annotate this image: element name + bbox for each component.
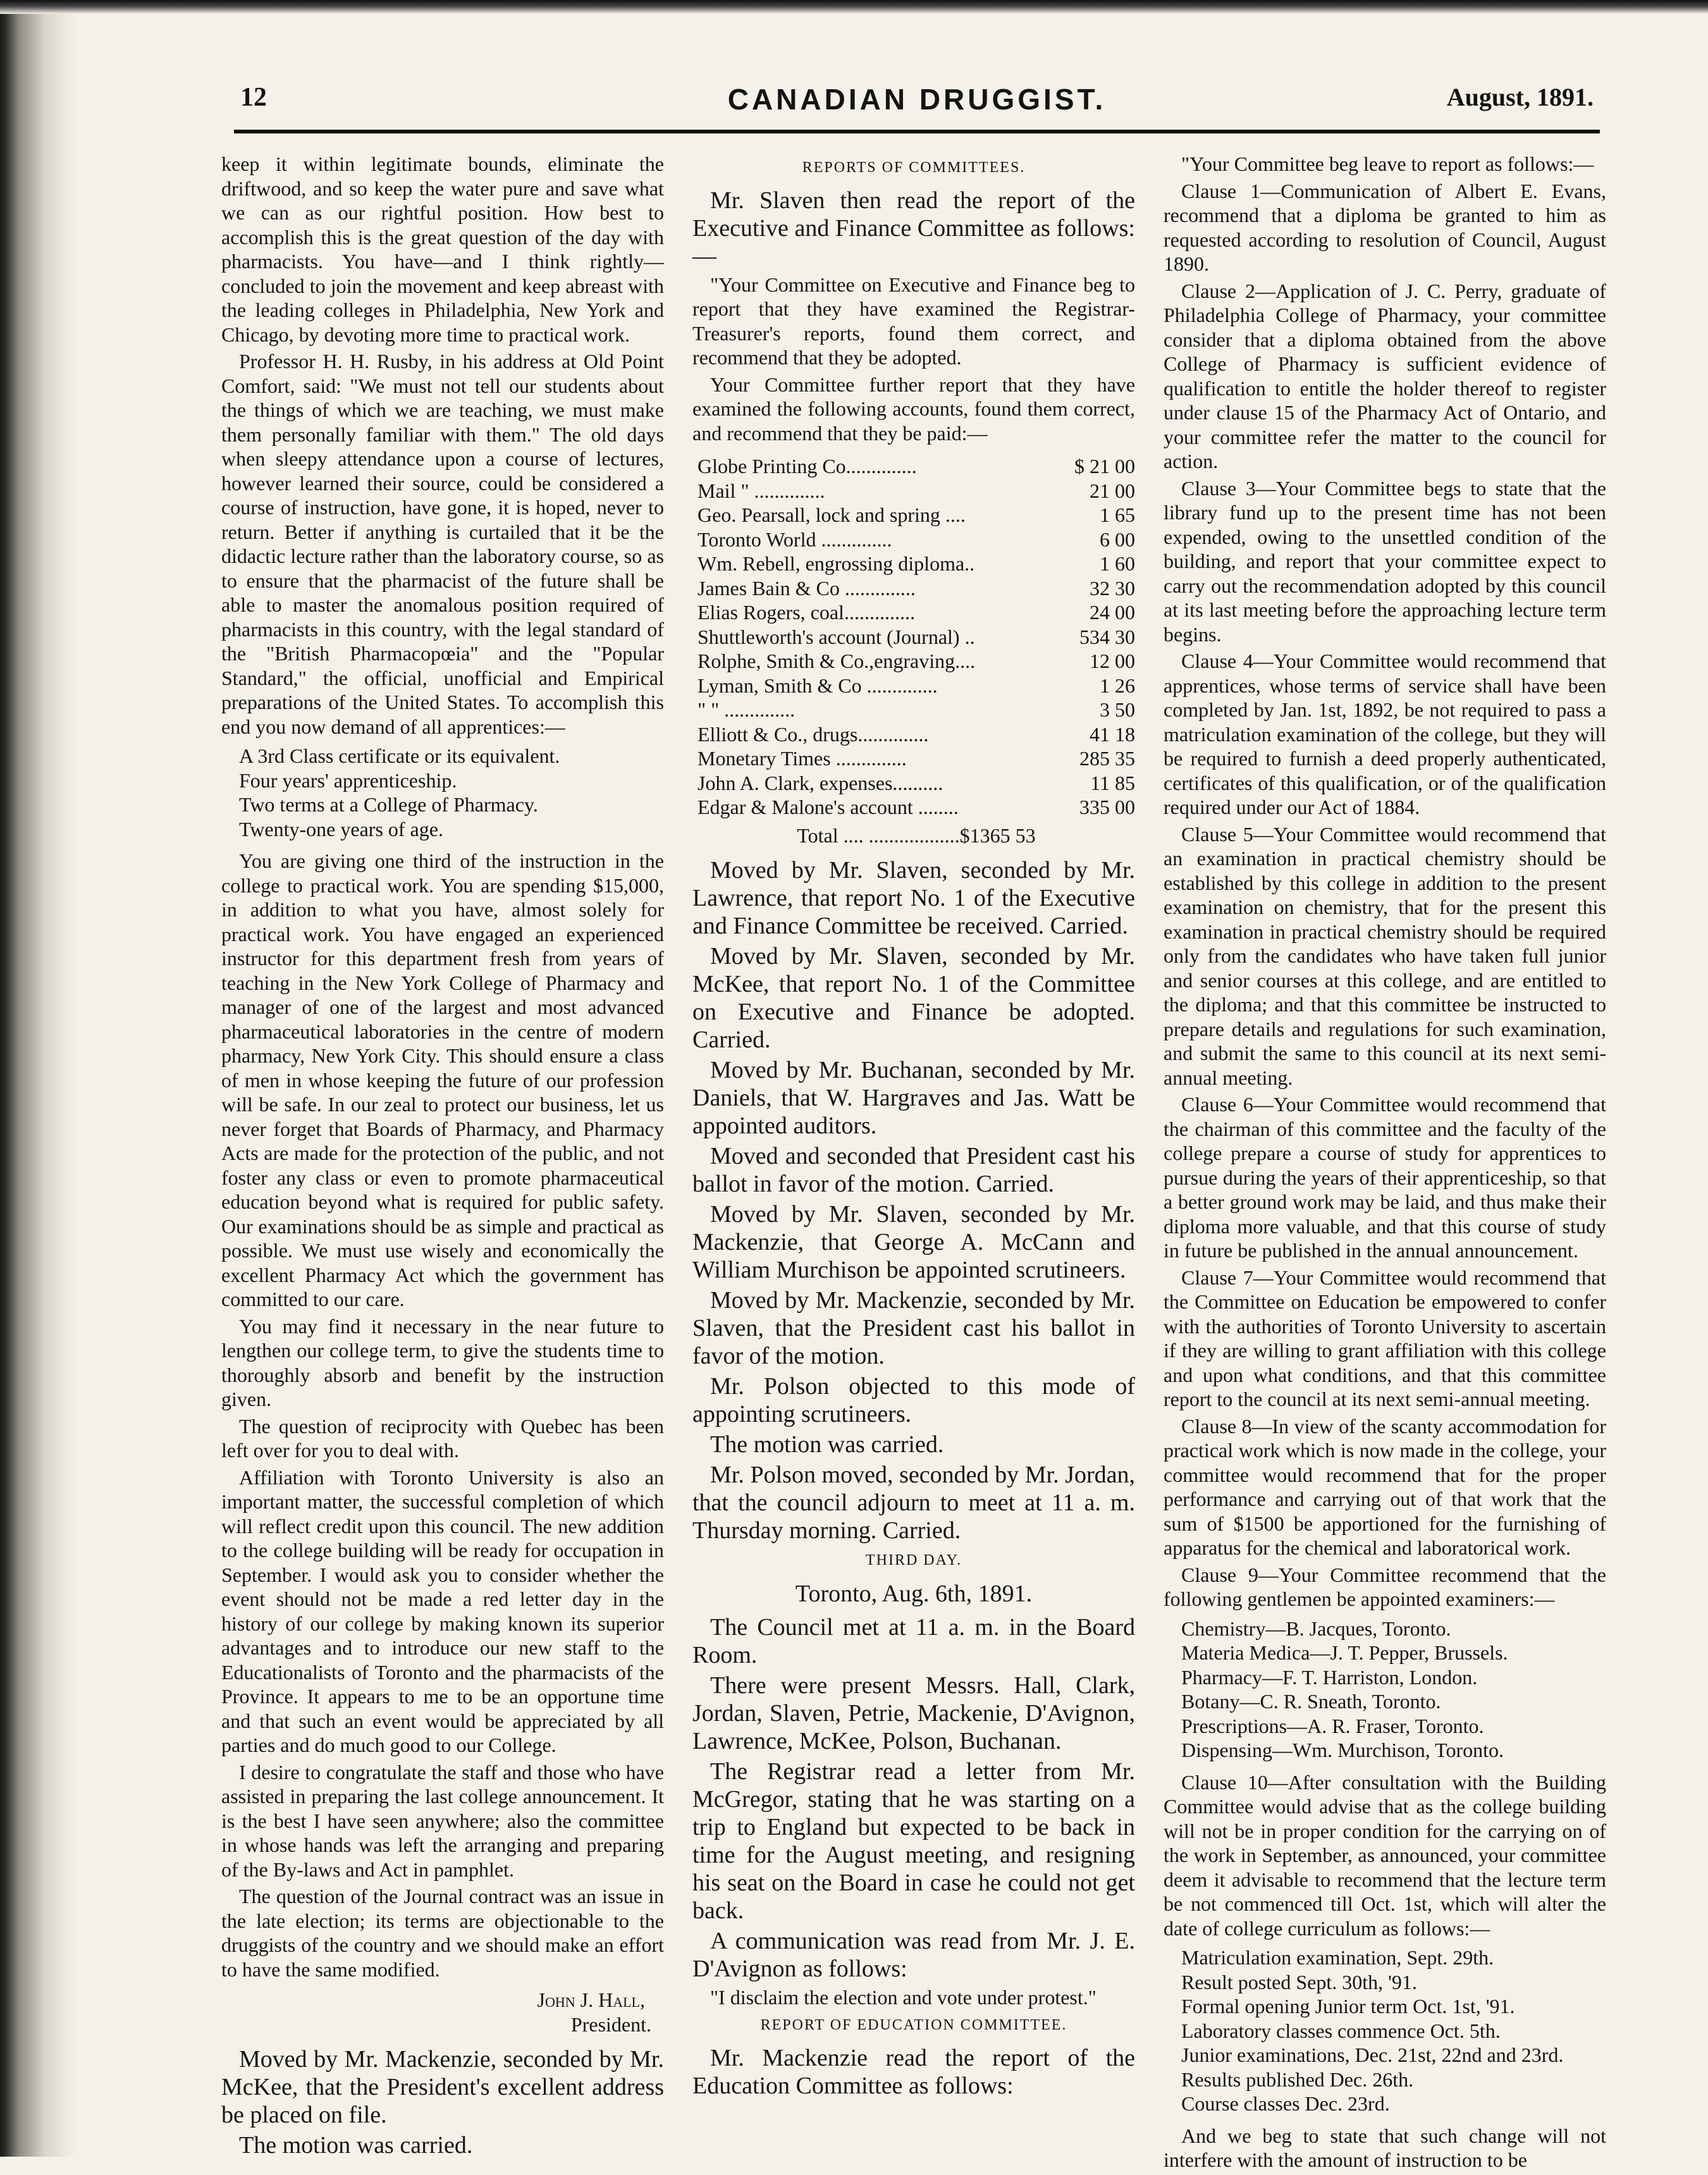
list-item: Botany—C. R. Sneath, Toronto. <box>1181 1690 1441 1713</box>
list-item: Laboratory classes commence Oct. 5th. <box>1181 2019 1501 2042</box>
paragraph: There were present Messrs. Hall, Clark, Jordan, Slaven, Petrie, Mackenie, D'Avignon, Lawrence, McKee, Polson, Buchanan. <box>692 1672 1135 1754</box>
account-item: Wm. Rebell, engrossing diploma.. <box>697 552 975 575</box>
table-row <box>697 576 1135 601</box>
column-3 <box>1164 152 1606 2175</box>
account-item: Globe Printing Co.............. <box>697 455 917 478</box>
list-item: Chemistry—B. Jacques, Toronto. <box>1181 1617 1451 1640</box>
paragraph: Mr. Polson moved, seconded by Mr. Jordan, that the council adjourn to meet at 11 a. m. Thursday morning. Carried. <box>692 1462 1135 1544</box>
paragraph: Clause 4—Your Committee would recommend that apprentices, whose terms of service shall have been completed by Jan. 1st, 1892, be not required to pass a matriculation examination of the college, but they will be required to furnish a deed properly authenticated, certificates of this qualification, or of the qualification required under our Act of 1884. <box>1164 650 1606 818</box>
account-amount: 11 85 <box>1090 771 1135 794</box>
paragraph: Moved by Mr. Mackenzie, seconded by Mr. McKee, that the President's excellent address be placed on file. <box>221 2046 664 2128</box>
list-item: Matriculation examination, Sept. 29th. <box>1181 1946 1494 1969</box>
paragraph: And we beg to state that such change will not interfere with the amount of instruction to be <box>1164 2124 1606 2171</box>
paragraph: Professor H. H. Rusby, in his address at Old Point Comfort, said: "We must not tell our students about the things of which we are teaching, we must make them personally familiar with them." The old days when sleepy attendance upon a course of lectures, however learned their source, could be considered a course of instruction, have gone, it is hoped, never to return. Better if anything is curtailed that it be the didactic lecture rather than the laboratory course, so as to ensure that the pharmacist of the future shall be able to master the anomalous position required of pharmacists in this country, with the legal standard of the "British Pharmacopœia" and the "Popular Standard," the official, unofficial and Empirical preparations of the United States. To accomplish this end you now demand of all apprentices:— <box>221 350 664 738</box>
list-item: Pharmacy—F. T. Harriston, London. <box>1181 1665 1478 1689</box>
paragraph: "Your Committee on Executive and Finance beg to report that they have examined the Registrar-Treasurer's reports, found them correct, and recommend that they be adopted. <box>692 273 1135 369</box>
section-heading: REPORTS OF COMMITTEES. <box>802 159 1026 176</box>
list-item: Course classes Dec. 23rd. <box>1181 2092 1390 2115</box>
paragraph: Affiliation with Toronto University is also an important matter, the successful completion of which will reflect credit upon this council. The new addition to the college building will be ready for occupation in September. I would ask you to consider whether the event should not be made a red letter day in the history of our college by making known its superior advantages and to introduce our new staff to the Educationalists of Toronto and the pharmacists of the Province. It appears to me to be an opportune time and that such an event would be appreciated by all parties and do much good to our College. <box>221 1465 664 1756</box>
column-1 <box>221 152 664 2162</box>
account-item: Toronto World .............. <box>697 527 892 551</box>
account-item: " " .............. <box>697 698 796 721</box>
paragraph: Clause 6—Your Committee would recommend that the chairman of this committee and the faculty of the college prepare a course of study for apprentices to pursue during the years of their apprenticeship, so that a better ground work may be laid, and thus make their diploma more valuable, and that this course of study in future be published in the annual announcement. <box>1164 1093 1606 1262</box>
paragraph: Clause 1—Communication of Albert E. Evans, recommend that a diploma be granted to him as requested according to resolution of Council, August 1890. <box>1164 179 1606 275</box>
signature-title: President. <box>570 2012 651 2036</box>
account-amount: 1 65 <box>1100 503 1135 526</box>
paragraph: Moved and seconded that President cast his ballot in favor of the motion. Carried. <box>692 1143 1135 1197</box>
paragraph: Moved by Mr. Mackenzie, seconded by Mr. Slaven, that the President cast his ballot in favor of the motion. <box>692 1287 1135 1369</box>
account-amount: 3 50 <box>1100 698 1135 721</box>
list-item: Junior examinations, Dec. 21st, 22nd and 23rd. <box>1181 2043 1564 2066</box>
list-item: Twenty-one years of age. <box>239 817 443 841</box>
account-amount: 534 30 <box>1079 625 1135 648</box>
header-rule <box>234 130 1600 133</box>
table-row <box>697 527 1135 552</box>
table-row <box>697 771 1135 796</box>
table-row <box>697 600 1135 625</box>
paragraph: The motion was carried. <box>239 2132 473 2159</box>
table-row <box>697 454 1135 479</box>
paragraph: Moved by Mr. Slaven, seconded by Mr. Lawrence, that report No. 1 of the Executive and Finance Committee be received. Carried. <box>692 857 1135 939</box>
account-amount: 12 00 <box>1090 650 1135 672</box>
accounts-total: Total .... ..................$1365 53 <box>797 823 1036 847</box>
account-item: Lyman, Smith & Co .............. <box>697 674 938 697</box>
account-item: James Bain & Co .............. <box>697 576 916 600</box>
paragraph: Clause 3—Your Committee begs to state that the library fund up to the present time has not been expended, owing to the unsettled condition of the building, and report that your committee expect to carry out the recommendation adopted by this council at its last meeting before the approaching lecture term begins. <box>1164 476 1606 646</box>
paragraph: The question of the Journal contract was an issue in the late election; its terms are objectionable to the druggists of the country and we should make an effort to have the same modified. <box>221 1885 664 1981</box>
paragraph: Mr. Slaven then read the report of the Executive and Finance Committee as follows:— <box>692 187 1135 269</box>
issue-date: August, 1891. <box>1446 83 1594 111</box>
paragraph: "Your Committee beg leave to report as follows:— <box>1181 152 1594 175</box>
account-item: John A. Clark, expenses.......... <box>697 771 943 794</box>
list-item: Materia Medica—J. T. Pepper, Brussels. <box>1181 1641 1508 1664</box>
page-number: 12 <box>240 83 267 112</box>
paragraph: Clause 5—Your Committee would recommend that an examination in practical chemistry should be established by this college in addition to the present examination on chemistry, that for the present this examination in practical chemistry should be required only from the candidates who have taken full junior and senior courses at this college, and are entitled to the diploma; and that this committee be instructed to prepare details and regulations for such examination, and submit the same to this council at its next semi-annual meeting. <box>1164 822 1606 1089</box>
account-amount: 335 00 <box>1079 796 1135 818</box>
paragraph: Clause 9—Your Committee recommend that the following gentlemen be appointed examiners:— <box>1164 1563 1606 1610</box>
table-row <box>697 795 1135 820</box>
schedule-list <box>1181 1945 1606 2116</box>
account-amount: 6 00 <box>1100 527 1135 551</box>
account-amount: 32 30 <box>1090 576 1135 600</box>
paragraph: "I disclaim the election and vote under protest." <box>710 1985 1097 2009</box>
list-item: Result posted Sept. 30th, '91. <box>1181 1970 1417 1993</box>
table-row <box>697 674 1135 698</box>
table-row <box>697 503 1135 527</box>
list-item: Prescriptions—A. R. Fraser, Toronto. <box>1181 1714 1484 1737</box>
paragraph: Moved by Mr. Slaven, seconded by Mr. Mackenzie, that George A. McCann and William Murchison be appointed scrutineers. <box>692 1201 1135 1283</box>
table-row <box>697 746 1135 771</box>
paragraph: Your Committee further report that they have examined the following accounts, found them correct, and recommend that they be paid:— <box>692 373 1135 445</box>
column-2 <box>692 152 1135 2102</box>
paragraph: I desire to congratulate the staff and those who have assisted in preparing the last college announcement. It is the best I have seen anywhere; also the committee in whose hands was left the arranging and preparing of the By-laws and Act in pamphlet. <box>221 1760 664 1881</box>
scan-top-edge <box>0 0 1708 14</box>
list-item: Results published Dec. 26th. <box>1181 2067 1414 2091</box>
account-item: Geo. Pearsall, lock and spring .... <box>697 503 966 526</box>
paragraph: keep it within legitimate bounds, eliminate the driftwood, and so keep the water pure and save what we can as our rightful position. How best to accomplish this is the great question of the day with pharmacists. You have—and I think rightly—concluded to join the movement and keep abreast with the leading colleges in Philadelphia, New York and Chicago, by devoting more time to practical work. <box>221 152 664 346</box>
account-item: Elias Rogers, coal.............. <box>697 601 915 624</box>
paragraph: The motion was carried. <box>710 1431 944 1458</box>
list-item: Dispensing—Wm. Murchison, Toronto. <box>1181 1739 1504 1761</box>
account-item: Monetary Times .............. <box>697 747 907 770</box>
table-row <box>697 625 1135 650</box>
table-row <box>697 698 1135 722</box>
account-amount: 21 00 <box>1090 479 1135 502</box>
journal-title: CANADIAN DRUGGIST. <box>727 83 1107 116</box>
account-amount: 285 35 <box>1079 747 1135 770</box>
list-item: Four years' apprenticeship. <box>239 768 457 792</box>
paragraph: Mr. Polson objected to this mode of appointing scrutineers. <box>692 1373 1135 1427</box>
table-row <box>697 649 1135 674</box>
account-item: Shuttleworth's account (Journal) .. <box>697 625 975 648</box>
scan-binding-edge <box>0 0 76 2157</box>
account-item: Elliott & Co., drugs.............. <box>697 722 929 746</box>
examiners-list <box>1181 1617 1606 1763</box>
section-heading: REPORT OF EDUCATION COMMITTEE. <box>760 2017 1067 2033</box>
account-amount: 1 60 <box>1100 552 1135 575</box>
section-heading: THIRD DAY. <box>865 1552 962 1568</box>
list-item: A 3rd Class certificate or its equivalent. <box>239 744 560 767</box>
paragraph: The Council met at 11 a. m. in the Board Room. <box>692 1613 1135 1668</box>
table-row <box>697 479 1135 503</box>
account-item: Edgar & Malone's account ........ <box>697 796 959 818</box>
paragraph: You may find it necessary in the near future to lengthen our college term, to give the students time to thoroughly absorb and benefit by the instruction given. <box>221 1314 664 1410</box>
account-amount: $ 21 00 <box>1074 455 1135 478</box>
paragraph: The question of reciprocity with Quebec has been left over for you to deal with. <box>221 1414 664 1462</box>
requirements-list <box>239 744 664 841</box>
account-item: Mail " .............. <box>697 479 825 502</box>
list-item: Two terms at a College of Pharmacy. <box>239 793 538 816</box>
list-item: Formal opening Junior term Oct. 1st, '91. <box>1181 1995 1515 2018</box>
paragraph: The Registrar read a letter from Mr. McGregor, stating that he was starting on a trip to England but expected to be back in time for the August meeting, and resigning his seat on the Board in case he could not get back. <box>692 1758 1135 1924</box>
account-item: Rolphe, Smith & Co.,engraving.... <box>697 650 976 672</box>
paragraph: Moved by Mr. Buchanan, seconded by Mr. Daniels, that W. Hargraves and Jas. Watt be appointed auditors. <box>692 1057 1135 1139</box>
paragraph: Clause 8—In view of the scanty accommodation for practical work which is now made in the college, your committee would recommend that for the proper performance and carrying out of that work that the sum of $1500 be apportioned for the furnishing of apparatus for the chemical and laboratorical work. <box>1164 1414 1606 1559</box>
signature-name: John J. Hall, <box>537 1988 645 2011</box>
paragraph: Mr. Mackenzie read the report of the Education Committee as follows: <box>692 2044 1135 2099</box>
paragraph: Moved by Mr. Slaven, seconded by Mr. McKee, that report No. 1 of the Committee on Executive and Finance be adopted. Carried. <box>692 943 1135 1053</box>
paragraph: Clause 10—After consultation with the Building Committee would advise that as the college building will not be in proper condition for the carrying on of the work in September, as announced, your committee deem it advisable to recommend that the lecture term be not commenced till Oct. 1st, which will alter the date of college curriculum as follows:— <box>1164 1770 1606 1940</box>
account-amount: 1 26 <box>1100 674 1135 697</box>
table-row <box>697 551 1135 576</box>
paragraph: Clause 7—Your Committee would recommend that the Committee on Education be empowered to confer with the authorities of Toronto University to ascertain if they are willing to grant affiliation with this college and upon what conditions, and that this committee report to the council at its next semi-annual meeting. <box>1164 1266 1606 1410</box>
account-amount: 41 18 <box>1090 722 1135 746</box>
place-date: Toronto, Aug. 6th, 1891. <box>795 1580 1033 1607</box>
paragraph: You are giving one third of the instruction in the college to practical work. You are spending $15,000, in addition to what you have, almost solely for practical work. You have engaged an experienced instructor for this department fresh from years of teaching in the New York College of Pharmacy and manager of one of the largest and most advanced pharmaceutical laboratories in the centre of modern pharmacy, New York City. This should ensure a class of men in whose keeping the future of our profession will be safe. In our zeal to protect our business, let us never forget that Boards of Pharmacy, and Pharmacy Acts are made for the protection of the public, and not foster any class or even to promote pharmaceutical education beyond what is required for public safety. Our examinations should be as simple and practical as possible. We must use wisely and economically the excellent Pharmacy Act which the government has committed to our care. <box>221 849 664 1310</box>
table-row <box>697 722 1135 747</box>
paragraph: A communication was read from Mr. J. E. D'Avignon as follows: <box>692 1927 1135 1982</box>
accounts-table <box>697 454 1135 847</box>
paragraph: Clause 2—Application of J. C. Perry, graduate of Philadelphia College of Pharmacy, your committee consider that a diploma obtained from the above College of Pharmacy is sufficient evidence of qualification to entitle the holder thereof to register under clause 15 of the Pharmacy Act of Ontario, and your committee refer the matter to the council for action. <box>1164 279 1606 472</box>
account-amount: 24 00 <box>1090 601 1135 624</box>
page-header <box>240 82 1594 120</box>
